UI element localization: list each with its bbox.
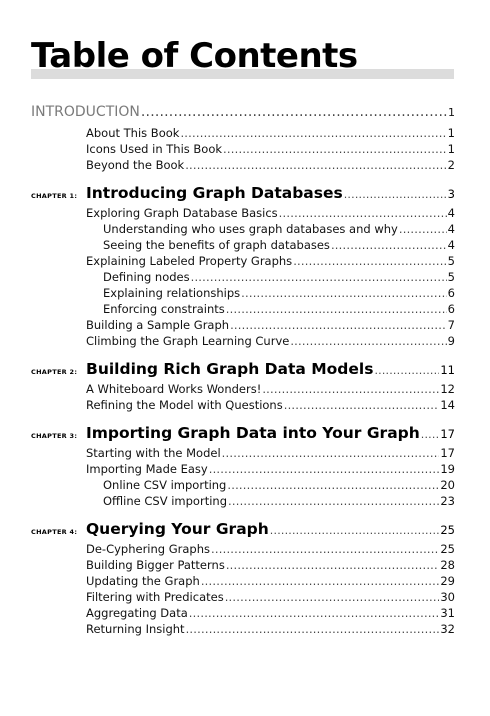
toc-entry-label: Climbing the Graph Learning Curve <box>86 334 290 348</box>
toc-entry-label: Icons Used in This Book <box>86 142 223 156</box>
chapter-1-label: CHAPTER 1: <box>31 192 78 200</box>
toc-page-number: 29 <box>440 574 455 588</box>
toc-intro-heading[interactable] <box>31 104 455 120</box>
toc-entry-label: Explaining Labeled Property Graphs <box>86 254 293 268</box>
toc-entry-label: Starting with the Model <box>86 446 221 460</box>
toc-entry[interactable] <box>86 334 455 348</box>
toc-entry[interactable] <box>86 206 455 220</box>
toc-subentry[interactable] <box>103 478 455 492</box>
toc-entry[interactable] <box>86 446 455 460</box>
toc-entry-label: Importing Made Easy <box>86 462 208 476</box>
toc-leader-dots <box>185 158 446 172</box>
toc-page-number: 6 <box>447 286 455 300</box>
toc-leader-dots <box>228 494 439 508</box>
toc-chapter-3-heading[interactable] <box>86 424 455 442</box>
toc-entry[interactable] <box>86 126 455 140</box>
toc-page-number: 28 <box>440 558 455 572</box>
toc-chapter-1-heading[interactable] <box>86 184 455 202</box>
toc-entry-label: Refining the Model with Questions <box>86 398 283 412</box>
toc-leader-dots <box>222 446 440 460</box>
toc-entry[interactable] <box>86 158 455 172</box>
toc-page-number: 1 <box>447 126 455 140</box>
toc-page-number: 25 <box>440 523 455 537</box>
toc-page-number: 17 <box>440 446 455 460</box>
toc-page-number: 30 <box>440 590 455 604</box>
toc-leader-dots <box>209 462 440 476</box>
toc-page-number: 31 <box>440 606 455 620</box>
toc-entry[interactable] <box>86 590 455 604</box>
toc-page-number: 6 <box>447 302 455 316</box>
toc-page-number: 5 <box>447 254 455 268</box>
toc-subentry[interactable] <box>103 286 455 300</box>
toc-page-number: 2 <box>447 158 455 172</box>
toc-chapter-4-heading[interactable] <box>86 520 455 538</box>
toc-subentry[interactable] <box>103 270 455 284</box>
toc-leader-dots <box>201 574 440 588</box>
toc-entry-label: Offline CSV importing <box>103 494 227 508</box>
toc-page-number: 12 <box>440 382 455 396</box>
toc-entry-label: Introducing Graph Databases <box>86 184 343 202</box>
toc-page-number: 14 <box>440 398 455 412</box>
toc-leader-dots <box>191 270 447 284</box>
toc-leader-dots <box>270 524 440 537</box>
toc-entry-label: Seeing the benefits of graph databases <box>103 238 330 252</box>
toc-page-number: 11 <box>440 363 455 377</box>
toc-entry-label: Online CSV importing <box>103 478 227 492</box>
toc-entry-label: Exploring Graph Database Basics <box>86 206 278 220</box>
toc-entry[interactable] <box>86 558 455 572</box>
toc-page-number: 20 <box>440 478 455 492</box>
toc-leader-dots <box>227 478 439 492</box>
toc-leader-dots <box>290 334 446 348</box>
toc-entry-label: Returning Insight <box>86 622 185 636</box>
toc-page-number: 1 <box>448 106 455 119</box>
toc-entry-label: De-Cyphering Graphs <box>86 542 211 556</box>
toc-subentry[interactable] <box>103 238 455 252</box>
toc-entry-label: Building a Sample Graph <box>86 318 230 332</box>
toc-leader-dots <box>211 542 439 556</box>
toc-page-number: 4 <box>447 238 455 252</box>
toc-page-number: 32 <box>440 622 455 636</box>
toc-entry[interactable] <box>86 318 455 332</box>
toc-page-number: 17 <box>440 427 455 441</box>
toc-leader-dots <box>230 318 447 332</box>
toc-leader-dots <box>186 622 440 636</box>
chapter-4-label: CHAPTER 4: <box>31 528 78 536</box>
toc-page-number: 5 <box>447 270 455 284</box>
toc-entry-label: About This Book <box>86 126 180 140</box>
toc-leader-dots <box>293 254 446 268</box>
toc-leader-dots <box>189 606 440 620</box>
toc-leader-dots <box>180 126 446 140</box>
toc-entry[interactable] <box>86 606 455 620</box>
toc-leader-dots <box>421 428 440 441</box>
page-title: Table of Contents <box>31 36 358 76</box>
toc-entry-label: Importing Graph Data into Your Graph <box>86 424 420 442</box>
toc-entry[interactable] <box>86 462 455 476</box>
toc-leader-dots <box>225 590 440 604</box>
toc-entry[interactable] <box>86 254 455 268</box>
toc-entry-label: Building Rich Graph Data Models <box>86 360 374 378</box>
toc-page-number: 4 <box>447 206 455 220</box>
toc-page-number: 9 <box>447 334 455 348</box>
toc-subentry[interactable] <box>103 494 455 508</box>
toc-leader-dots <box>262 382 439 396</box>
toc-entry-label: A Whiteboard Works Wonders! <box>86 382 262 396</box>
toc-entry[interactable] <box>86 382 455 396</box>
toc-leader-dots <box>279 206 447 220</box>
toc-page-number: 1 <box>447 142 455 156</box>
toc-leader-dots <box>344 188 447 201</box>
toc-leader-dots <box>141 104 447 120</box>
toc-subentry[interactable] <box>103 222 455 236</box>
chapter-2-label: CHAPTER 2: <box>31 368 78 376</box>
toc-entry-label: Building Bigger Patterns <box>86 558 225 572</box>
toc-leader-dots <box>374 364 439 377</box>
chapter-3-label: CHAPTER 3: <box>31 432 78 440</box>
toc-entry-label: Explaining relationships <box>103 286 241 300</box>
toc-leader-dots <box>284 398 440 412</box>
toc-chapter-2-heading[interactable] <box>86 360 455 378</box>
toc-subentry[interactable] <box>103 302 455 316</box>
toc-entry[interactable] <box>86 142 455 156</box>
toc-entry[interactable] <box>86 574 455 588</box>
toc-page-number: 23 <box>440 494 455 508</box>
toc-entry-label: Defining nodes <box>103 270 190 284</box>
toc-page-number: 19 <box>440 462 455 476</box>
toc-leader-dots <box>241 286 447 300</box>
toc-entry[interactable] <box>86 398 455 412</box>
toc-entry-label: Aggregating Data <box>86 606 188 620</box>
toc-entry[interactable] <box>86 622 455 636</box>
toc-leader-dots <box>226 302 447 316</box>
toc-leader-dots <box>223 142 447 156</box>
toc-entry[interactable] <box>86 542 455 556</box>
toc-page-number: 7 <box>447 318 455 332</box>
toc-leader-dots <box>226 558 440 572</box>
toc-entry-label: Querying Your Graph <box>86 520 269 538</box>
toc-entry-label: Filtering with Predicates <box>86 590 224 604</box>
toc-leader-dots <box>399 222 447 236</box>
toc-leader-dots <box>331 238 447 252</box>
toc-page-number: 25 <box>440 542 455 556</box>
toc-entry-label: INTRODUCTION <box>31 104 140 120</box>
toc-entry-label: Updating the Graph <box>86 574 200 588</box>
toc-page-number: 4 <box>447 222 455 236</box>
toc-entry-label: Beyond the Book <box>86 158 185 172</box>
toc-entry-label: Enforcing constraints <box>103 302 225 316</box>
toc-page-number: 3 <box>447 187 455 201</box>
toc-entry-label: Understanding who uses graph databases and why <box>103 222 398 236</box>
